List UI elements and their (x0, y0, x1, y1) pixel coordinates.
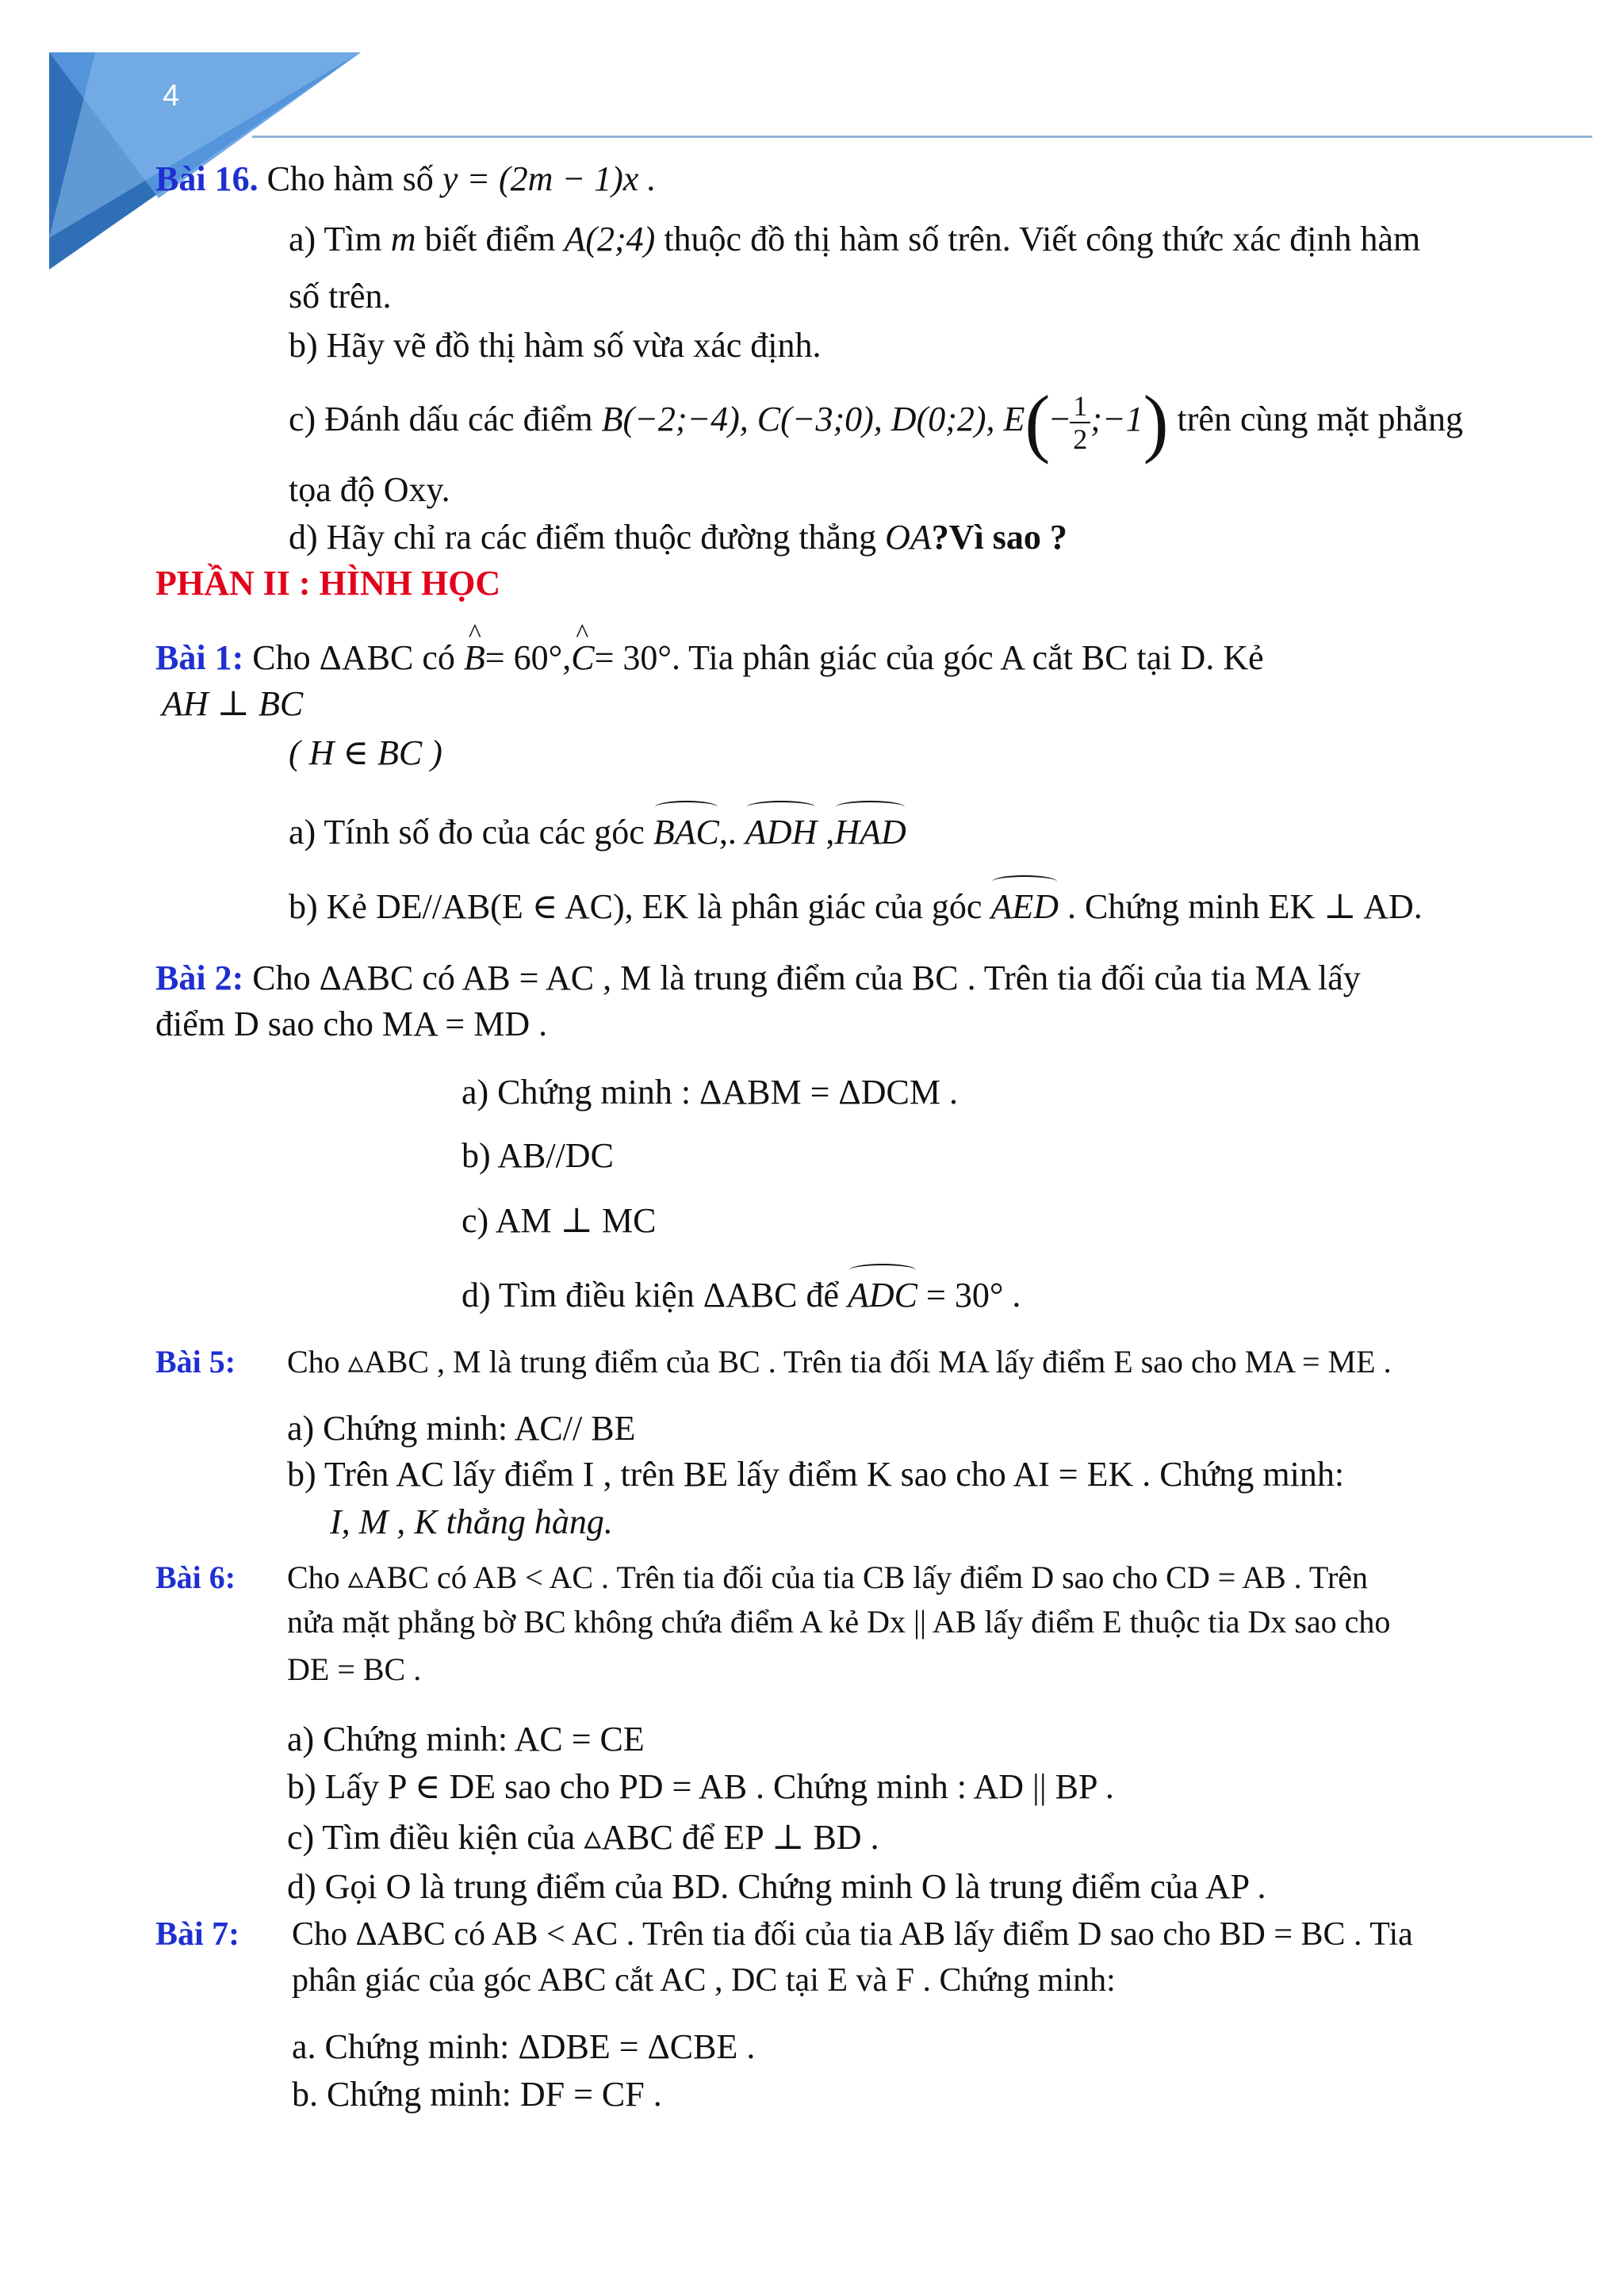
exercise-label: Bài 16. (155, 159, 259, 198)
text: ,. (718, 813, 737, 851)
bai1-line3: ( H ∈ BC ) (289, 733, 442, 772)
bai5-part-b-cont: I, M , K thẳng hàng. (330, 1502, 613, 1541)
bai6-heading (155, 1554, 1368, 1601)
text: d) Tìm điều kiện ΔABC để (462, 1276, 839, 1314)
bai2-part-a: a) Chứng minh : ΔABM = ΔDCM . (462, 1073, 958, 1112)
bai5-part-b: b) Trên AC lấy điểm I , trên BE lấy điểm K sao cho AI = EK . Chứng minh: (287, 1455, 1345, 1494)
text: b) Kẻ DE//AB(E ∈ AC), EK là phân giác của góc (289, 887, 982, 926)
angle-bac: BAC (653, 809, 719, 856)
bai6-part-a: a) Chứng minh: AC = CE (287, 1720, 645, 1758)
text: = 30° . (926, 1276, 1021, 1314)
bai16-part-b: b) Hãy vẽ đồ thị hàm số vừa xác định. (289, 326, 822, 365)
bai16-part-a-cont: số trên. (289, 277, 392, 316)
bai7-part-b: b. Chứng minh: DF = CF . (292, 2075, 662, 2114)
text: a) Tìm (289, 220, 382, 258)
math-var: OA (885, 518, 932, 557)
bai1-heading (155, 634, 1264, 682)
text: Cho ΔABC có (252, 638, 455, 677)
bai5-part-a: a) Chứng minh: AC// BE (287, 1409, 636, 1448)
text: . Chứng minh EK ⊥ AD. (1067, 887, 1423, 926)
page-number: 4 (163, 79, 180, 113)
bai16-part-c: c) Đánh dấu các điểm B(−2;−4), C(−3;0), D(0;2), E(− $\frac{1}{2}$ ;−1) trên cùng mặt phẳng (289, 380, 1463, 465)
bai2-line2: điểm D sao cho MA = MD . (155, 1004, 548, 1043)
angle-adh: ADH (745, 809, 817, 856)
math-tail: ;−1 (1090, 400, 1143, 439)
bai16-part-a (289, 216, 1420, 263)
bai6-part-b: b) Lấy P ∈ DE sao cho PD = AB . Chứng minh : AD || BP . (287, 1767, 1114, 1806)
exercise-label: Bài 6: (155, 1559, 236, 1595)
text: trên cùng mặt phẳng (1177, 400, 1463, 439)
text: biết điểm (424, 220, 556, 258)
bai1-line2: AH ⊥ BC (162, 684, 304, 723)
angle-b: ^ B (464, 634, 485, 682)
bai6-part-c: c) Tìm điều kiện của ▵ABC để EP ⊥ BD . (287, 1818, 879, 1857)
fraction-denominator: 2 (1073, 423, 1088, 455)
bai16-part-d (289, 514, 1067, 561)
exercise-label: Bài 5: (155, 1344, 236, 1380)
math-points: B(−2;−4), C(−3;0), D(0;2), E (601, 400, 1025, 439)
text: c) Đánh dấu các điểm (289, 400, 593, 439)
bai2-part-b: b) AB//DC (462, 1136, 614, 1175)
angle-c: ^ C (571, 634, 594, 682)
text: Cho ΔABC có AB < AC . Trên tia đối của tia AB lấy điểm D sao cho BD = BC . Tia (292, 1916, 1413, 1953)
bai7-heading (155, 1911, 1413, 1958)
bai5-heading (155, 1338, 1392, 1386)
math-expr: y = (2m − 1)x . (442, 159, 657, 198)
fraction (1070, 390, 1090, 455)
fraction-numerator: 1 (1070, 390, 1090, 423)
exercise-label: Bài 2: (155, 959, 244, 997)
intro-text: Cho hàm số (266, 159, 434, 198)
text: ?Vì sao ? (931, 518, 1067, 557)
text: Cho ▵ABC , M là trung điểm của BC . Trên tia đối MA lấy điểm E sao cho MA = ME . (287, 1344, 1392, 1380)
bai1-part-b (289, 883, 1423, 931)
text: = 60°, (485, 638, 572, 677)
text: , (825, 813, 835, 851)
bai7-part-a: a. Chứng minh: ΔDBE = ΔCBE . (292, 2027, 756, 2066)
bai2-heading (155, 955, 1361, 1002)
bai2-part-c: c) AM ⊥ MC (462, 1201, 657, 1240)
exercise-label: Bài 1: (155, 638, 244, 677)
bai16-part-c-cont: tọa độ Oxy. (289, 470, 450, 509)
math-var: m (390, 220, 416, 258)
bai1-part-a (289, 809, 906, 856)
bai6-part-d: d) Gọi O là trung điểm của BD. Chứng minh O là trung điểm của AP . (287, 1867, 1266, 1906)
section-title: PHẦN II : HÌNH HỌC (155, 564, 501, 603)
bai6-line3: DE = BC . (287, 1651, 422, 1687)
bai7-line2: phân giác của góc ABC cắt AC , DC tại E và F . Chứng minh: (292, 1962, 1116, 1999)
angle-adc: ADC (848, 1272, 917, 1319)
angle-had: HAD (834, 809, 906, 856)
angle-aed: AED (990, 883, 1059, 931)
text: = 30°. Tia phân giác của góc A cắt BC tại D. Kẻ (594, 638, 1264, 677)
text: Cho ▵ABC có AB < AC . Trên tia đối của tia CB lấy điểm D sao cho CD = AB . Trên (287, 1559, 1369, 1595)
bai2-part-d (462, 1272, 1021, 1319)
left-paren: ( (1025, 380, 1051, 465)
exercise-label: Bài 7: (155, 1916, 240, 1953)
text: d) Hãy chỉ ra các điểm thuộc đường thẳng (289, 518, 877, 557)
right-paren: ) (1143, 380, 1169, 465)
bai6-line2: nửa mặt phẳng bờ BC không chứa điểm A kẻ Dx || AB lấy điểm E thuộc tia Dx sao cho (287, 1604, 1391, 1640)
math-point: A(2;4) (564, 220, 656, 258)
bai16-heading (155, 155, 656, 203)
text: a) Tính số đo của các góc (289, 813, 645, 851)
text: thuộc đồ thị hàm số trên. Viết công thức xác định hàm (664, 220, 1421, 258)
header-rule (252, 136, 1592, 138)
text: Cho ΔABC có AB = AC , M là trung điểm của BC . Trên tia đối của tia MA lấy (252, 959, 1361, 997)
